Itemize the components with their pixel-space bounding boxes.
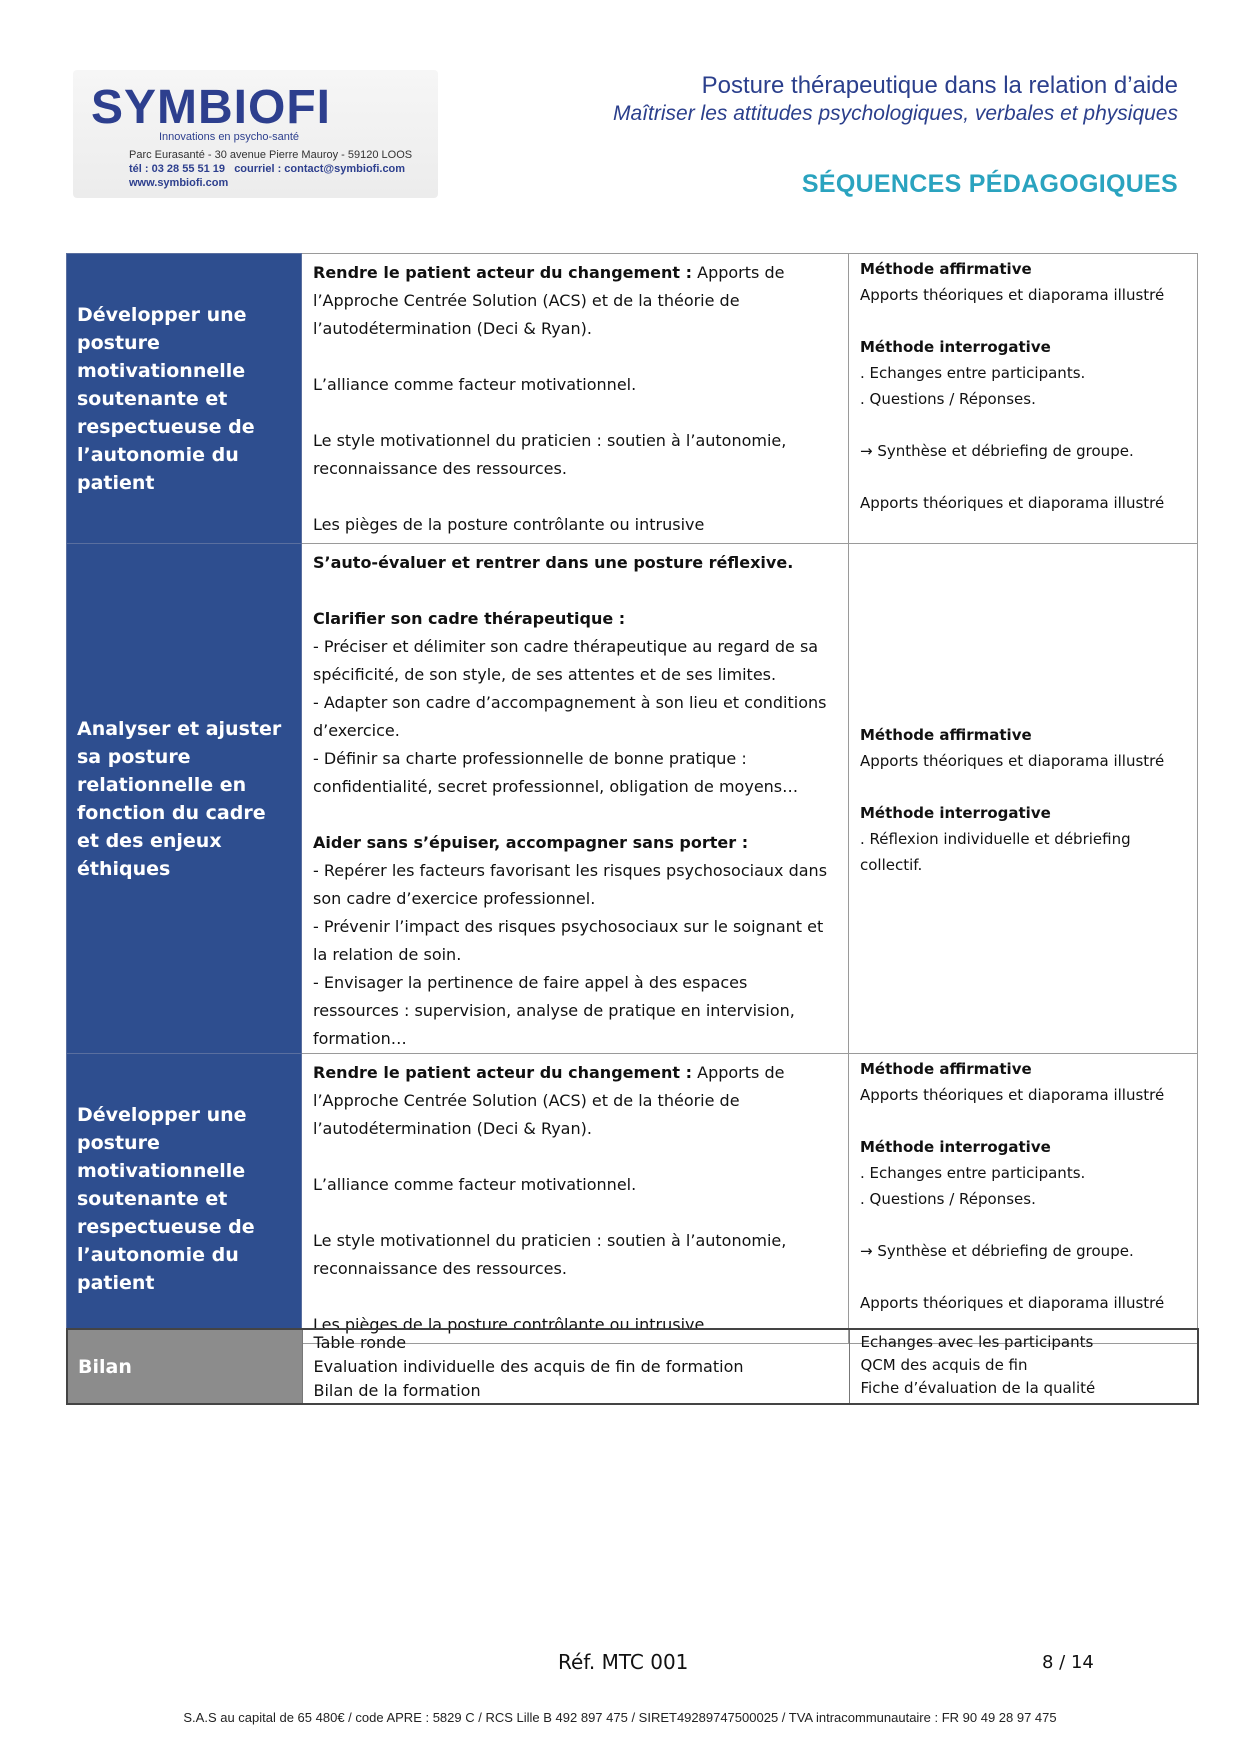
bilan-method-line: QCM des acquis de fin [860,1356,1028,1374]
method-line: Apports théoriques et diaporama illustré [860,751,1165,770]
method-line: Apports théoriques et diaporama illustré [860,1294,1165,1312]
content-intro [313,1059,838,1143]
logo-brand: SYMBIOFI [91,81,332,134]
document-subtitle: Maîtriser les attitudes psychologiques, verbales et physiques [613,102,1178,125]
content-intro-text: Apports de l’Approche Centrée Solution (ACS) et de la théorie de l’autodétermination (Deci & Ryan). [313,263,785,338]
content-paragraph: L’alliance comme facteur motivationnel. [313,1175,637,1194]
logo-website: www.symbiofi.com [129,177,229,189]
method-line: . Questions / Réponses. [860,390,1036,408]
content-intro [313,259,838,343]
method-line: . Réflexion individuelle et débriefing collectif. [860,829,1131,874]
method-line: → Synthèse et débriefing de groupe. [860,1242,1134,1260]
bilan-method-line: Echanges avec les participants [860,1333,1094,1351]
content-bullet: - Adapter son cadre d’accompagnement à son lieu et conditions d’exercice. [313,693,827,740]
method-heading: Méthode affirmative [860,260,1032,278]
theme-cell: Développer une posture motivationnelle soutenante et respectueuse de l’autonomie du patient [67,1054,302,1344]
logo-phone: tél : 03 28 55 51 19 [129,163,226,175]
table-row [67,1329,1198,1404]
table-row [67,1054,1198,1344]
method-cell [849,544,1198,1054]
bilan-method-cell [849,1329,1198,1404]
method-heading: Méthode affirmative [860,725,1032,744]
content-paragraph: Les pièges de la posture contrôlante ou intrusive [313,1315,705,1334]
legal-notice: S.A.S au capital de 65 480€ / code APRE : 5829 C / RCS Lille B 492 897 475 / SIRET49289747500025 / TVA intracommunautaire : FR 90 49 28 97 475 [183,1710,1057,1725]
theme-cell: Développer une posture motivationnelle soutenante et respectueuse de l’autonomie du patient [67,254,302,544]
logo-wordmark [91,80,331,135]
bilan-content-cell [302,1329,849,1404]
bilan-content-line: Bilan de la formation [313,1381,481,1400]
content-bullet: - Prévenir l’impact des risques psychosociaux sur le soignant et la relation de soin. [313,917,824,964]
method-line: Apports théoriques et diaporama illustré [860,286,1165,304]
logo-email: courriel : contact@symbiofi.com [234,163,406,175]
content-paragraph: Les pièges de la posture contrôlante ou intrusive [313,515,705,534]
logo-address: Parc Eurasanté - 30 avenue Pierre Mauroy - 59120 LOOS [129,149,413,161]
method-cell [849,254,1198,544]
content-title: S’auto-évaluer et rentrer dans une posture réflexive. [313,553,794,572]
page-number: 8 / 14 [1042,1652,1094,1673]
method-heading: Méthode interrogative [860,803,1051,822]
bilan-method-line: Fiche d’évaluation de la qualité [860,1379,1096,1397]
content-subtitle: Aider sans s’épuiser, accompagner sans porter : [313,833,749,852]
method-heading: Méthode affirmative [860,1060,1032,1078]
table-row [67,544,1198,1054]
content-intro-bold: Rendre le patient acteur du changement : [313,263,693,282]
document-title: Posture thérapeutique dans la relation d’aide [701,72,1178,99]
method-heading: Méthode interrogative [860,1138,1051,1156]
theme-cell: Analyser et ajuster sa posture relationnelle en fonction du cadre et des enjeux éthiques [67,544,302,1054]
method-line: . Echanges entre participants. [860,364,1086,382]
section-title: SÉQUENCES PÉDAGOGIQUES [801,170,1178,198]
logo-contact [129,162,412,176]
method-line: Apports théoriques et diaporama illustré [860,494,1165,512]
method-cell [849,1054,1198,1344]
company-logo [73,70,438,198]
bilan-content-line: Table ronde [313,1333,407,1352]
method-line: . Echanges entre participants. [860,1164,1086,1182]
content-cell [302,1054,849,1344]
method-heading: Méthode interrogative [860,338,1051,356]
content-bullet: - Préciser et délimiter son cadre thérapeutique au regard de sa spécificité, de son style, de ses attentes et de ses limites. [313,637,819,684]
logo-tagline: Innovations en psycho-santé [159,131,300,143]
method-line: → Synthèse et débriefing de groupe. [860,442,1134,460]
table-row [67,254,1198,544]
bilan-table [66,1328,1199,1405]
content-bullet: - Définir sa charte professionnelle de bonne pratique : confidentialité, secret professionnel, obligation de moyens… [313,749,799,796]
content-intro-bold: Rendre le patient acteur du changement : [313,1063,693,1082]
content-cell [302,254,849,544]
content-subtitle: Clarifier son cadre thérapeutique : [313,609,626,628]
logo-address-block [129,148,412,190]
document-reference: Réf. MTC 001 [558,1650,689,1674]
sequences-table [66,253,1198,1344]
method-line: . Questions / Réponses. [860,1190,1036,1208]
bilan-label: Bilan [67,1329,302,1404]
content-bullet: - Envisager la pertinence de faire appel à des espaces ressources : supervision, analyse de pratique en intervision, formation… [313,973,795,1048]
content-intro-text: Apports de l’Approche Centrée Solution (ACS) et de la théorie de l’autodétermination (Deci & Ryan). [313,1063,785,1138]
content-bullet: - Repérer les facteurs favorisant les risques psychosociaux dans son cadre d’exercice professionnel. [313,861,828,908]
content-paragraph: Le style motivationnel du praticien : soutien à l’autonomie, reconnaissance des ressources. [313,1231,787,1278]
bilan-content-line: Evaluation individuelle des acquis de fin de formation [313,1357,744,1376]
content-paragraph: L’alliance comme facteur motivationnel. [313,375,637,394]
content-paragraph: Le style motivationnel du praticien : soutien à l’autonomie, reconnaissance des ressources. [313,431,787,478]
content-cell [302,544,849,1054]
method-line: Apports théoriques et diaporama illustré [860,1086,1165,1104]
